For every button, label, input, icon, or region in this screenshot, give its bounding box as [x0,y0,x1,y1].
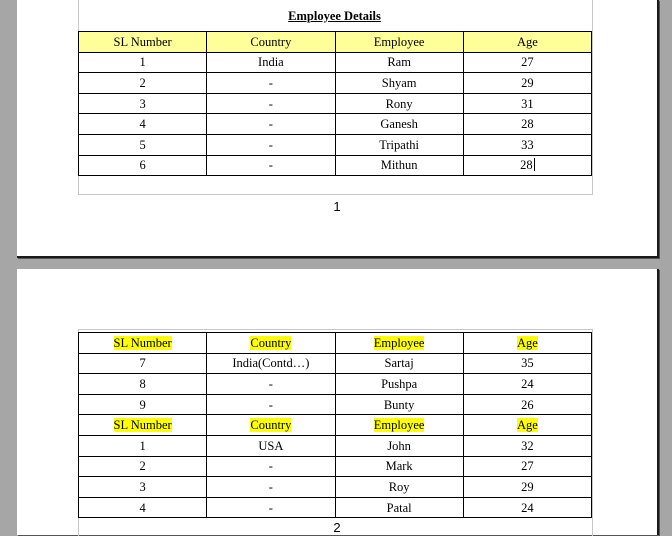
table-row[interactable] [79,155,592,176]
header-cell-employee[interactable]: Employee [335,32,463,53]
cell-age[interactable]: 24 [463,374,591,395]
header-cell-country[interactable] [207,415,335,436]
cell-sl-number[interactable]: 7 [79,353,207,374]
table-row[interactable] [79,394,592,415]
cell-country[interactable]: India [207,52,335,73]
cell-sl-number[interactable]: 2 [79,73,207,94]
cell-age[interactable]: 28 [463,114,591,135]
cell-employee[interactable]: Rony [335,93,463,114]
cell-sl-number[interactable]: 2 [79,456,207,477]
cell-employee[interactable]: Ganesh [335,114,463,135]
cell-age[interactable]: 26 [463,394,591,415]
header-label: SL Number [113,418,172,433]
header-label: SL Number [113,335,172,350]
header-cell-sl-number[interactable]: SL Number [79,32,207,53]
header-label: Country [250,335,292,350]
text-cursor [534,158,535,171]
cell-employee[interactable]: John [335,435,463,456]
cell-age[interactable]: 35 [463,353,591,374]
cell-country[interactable]: - [207,394,335,415]
cell-country[interactable]: USA [207,435,335,456]
cell-country[interactable]: - [207,73,335,94]
cell-age[interactable]: 27 [463,52,591,73]
table-row[interactable] [79,52,592,73]
cell-age[interactable]: 31 [463,93,591,114]
header-cell-sl-number[interactable] [79,415,207,436]
cell-country[interactable]: - [207,93,335,114]
cell-age[interactable]: 27 [463,456,591,477]
cell-employee[interactable]: Mark [335,456,463,477]
cell-sl-number[interactable]: 9 [79,394,207,415]
table-row[interactable] [79,497,592,518]
table-header-row[interactable] [79,333,592,354]
cell-country[interactable]: - [207,477,335,498]
page-number: 1 [333,199,341,214]
cell-country[interactable]: - [207,134,335,155]
header-label: Employee [373,418,425,433]
cell-age-value: 28 [520,158,533,173]
header-cell-age[interactable] [463,333,591,354]
employee-table-page-2[interactable] [78,332,592,518]
cell-sl-number[interactable]: 4 [79,497,207,518]
table-header-row-usa[interactable] [79,415,592,436]
header-cell-employee[interactable] [335,415,463,436]
cell-employee[interactable]: Bunty [335,394,463,415]
cell-age[interactable]: 33 [463,134,591,155]
header-label: Country [250,418,292,433]
header-cell-employee[interactable] [335,333,463,354]
cell-age[interactable] [463,155,591,176]
document-page-1 [17,0,659,258]
header-label: Age [516,335,538,350]
cell-employee[interactable]: Patal [335,497,463,518]
table-row[interactable] [79,456,592,477]
cell-employee[interactable]: Roy [335,477,463,498]
header-label: Employee [373,335,425,350]
cell-employee[interactable]: Tripathi [335,134,463,155]
table-row[interactable] [79,353,592,374]
page-number: 2 [333,520,341,535]
cell-age[interactable]: 32 [463,435,591,456]
cell-sl-number[interactable]: 3 [79,93,207,114]
cell-sl-number[interactable]: 3 [79,477,207,498]
table-row[interactable] [79,114,592,135]
header-cell-age[interactable] [463,415,591,436]
cell-age[interactable]: 29 [463,477,591,498]
header-cell-country[interactable] [207,333,335,354]
table-header-row[interactable] [79,32,592,53]
cell-employee[interactable]: Shyam [335,73,463,94]
header-cell-age[interactable]: Age [463,32,591,53]
cell-sl-number[interactable]: 4 [79,114,207,135]
header-label: Age [516,418,538,433]
cell-country[interactable]: India(Contd…) [207,353,335,374]
cell-employee[interactable]: Mithun [335,155,463,176]
cell-employee[interactable]: Pushpa [335,374,463,395]
cell-sl-number[interactable]: 1 [79,435,207,456]
cell-sl-number[interactable]: 5 [79,134,207,155]
header-cell-sl-number[interactable] [79,333,207,354]
table-row[interactable] [79,374,592,395]
document-page-2 [17,269,659,535]
cell-employee[interactable]: Ram [335,52,463,73]
cell-sl-number[interactable]: 1 [79,52,207,73]
table-row[interactable] [79,93,592,114]
cell-employee[interactable]: Sartaj [335,353,463,374]
table-row[interactable] [79,477,592,498]
table-row[interactable] [79,134,592,155]
cell-age[interactable]: 24 [463,497,591,518]
cell-country[interactable]: - [207,155,335,176]
document-title[interactable]: Employee Details [288,9,381,23]
cell-sl-number[interactable]: 8 [79,374,207,395]
employee-table-page-1[interactable] [78,31,592,176]
cell-sl-number[interactable]: 6 [79,155,207,176]
header-cell-country[interactable]: Country [207,32,335,53]
table-row[interactable] [79,73,592,94]
cell-country[interactable]: - [207,456,335,477]
cell-age[interactable]: 29 [463,73,591,94]
table-row[interactable] [79,435,592,456]
cell-country[interactable]: - [207,374,335,395]
cell-country[interactable]: - [207,114,335,135]
cell-country[interactable]: - [207,497,335,518]
